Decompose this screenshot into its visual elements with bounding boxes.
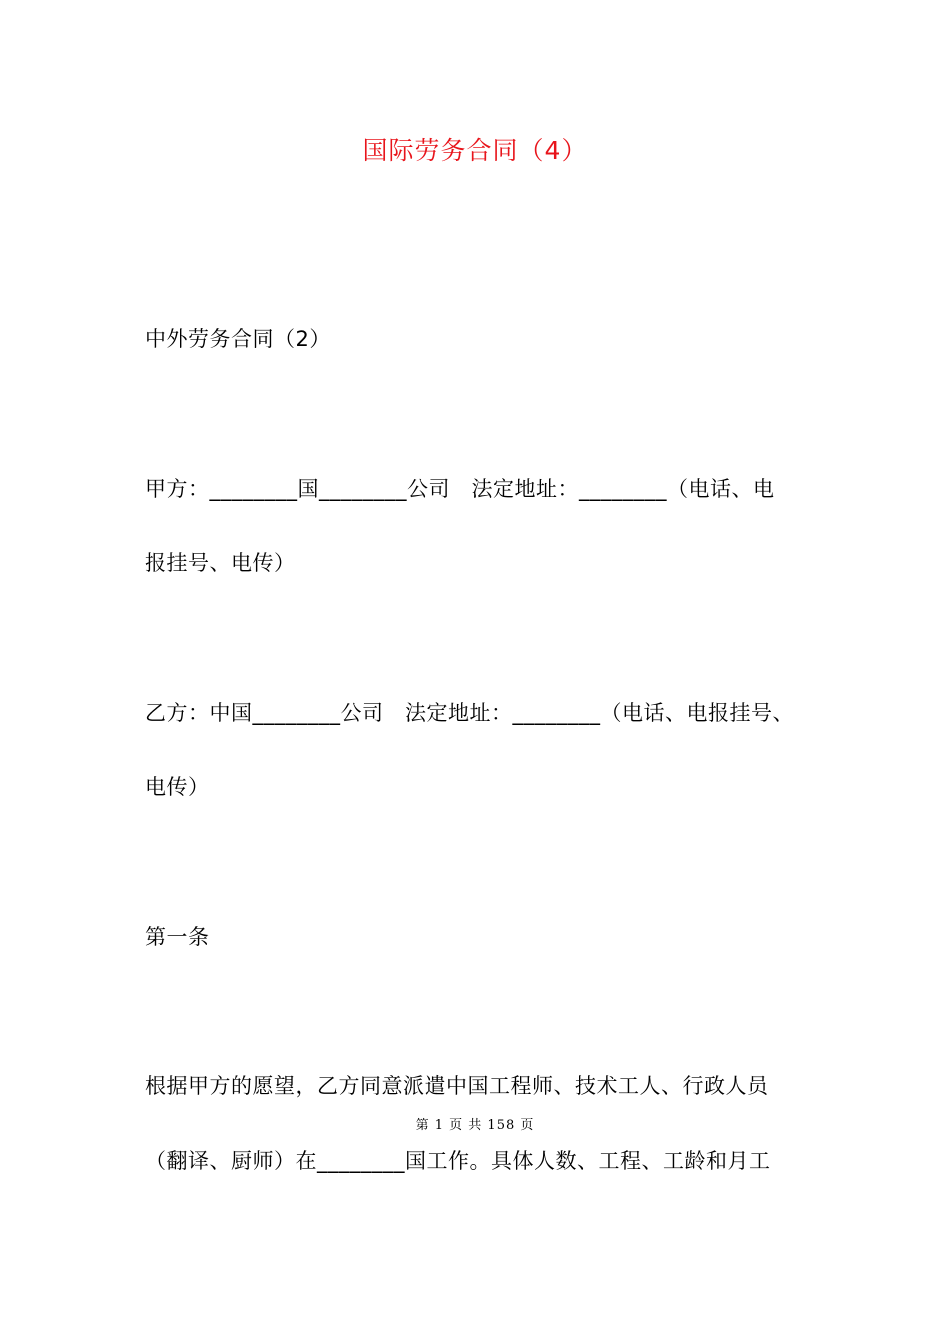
article-1-line-1: 根据甲方的愿望，乙方同意派遣中国工程师、技术工人、行政人员	[145, 1074, 769, 1098]
party-b-line-1: 乙方：中国________公司 法定地址：________（电话、电报挂号、	[145, 701, 794, 725]
article-1-line-2: （翻译、厨师）在________国工作。具体人数、工程、工龄和月工	[145, 1149, 771, 1173]
party-a-line-1: 甲方：________国________公司 法定地址：________（电话、电	[145, 477, 775, 501]
party-a-line-2: 报挂号、电传）	[145, 551, 296, 575]
contract-subtitle: 中外劳务合同（2）	[145, 327, 331, 351]
article-1-heading: 第一条	[145, 925, 210, 949]
page-indicator: 第 1 页 共 158 页	[415, 1118, 535, 1133]
party-b-line-2: 电传）	[145, 775, 210, 799]
document-title: 国际劳务合同（4）	[362, 136, 588, 165]
